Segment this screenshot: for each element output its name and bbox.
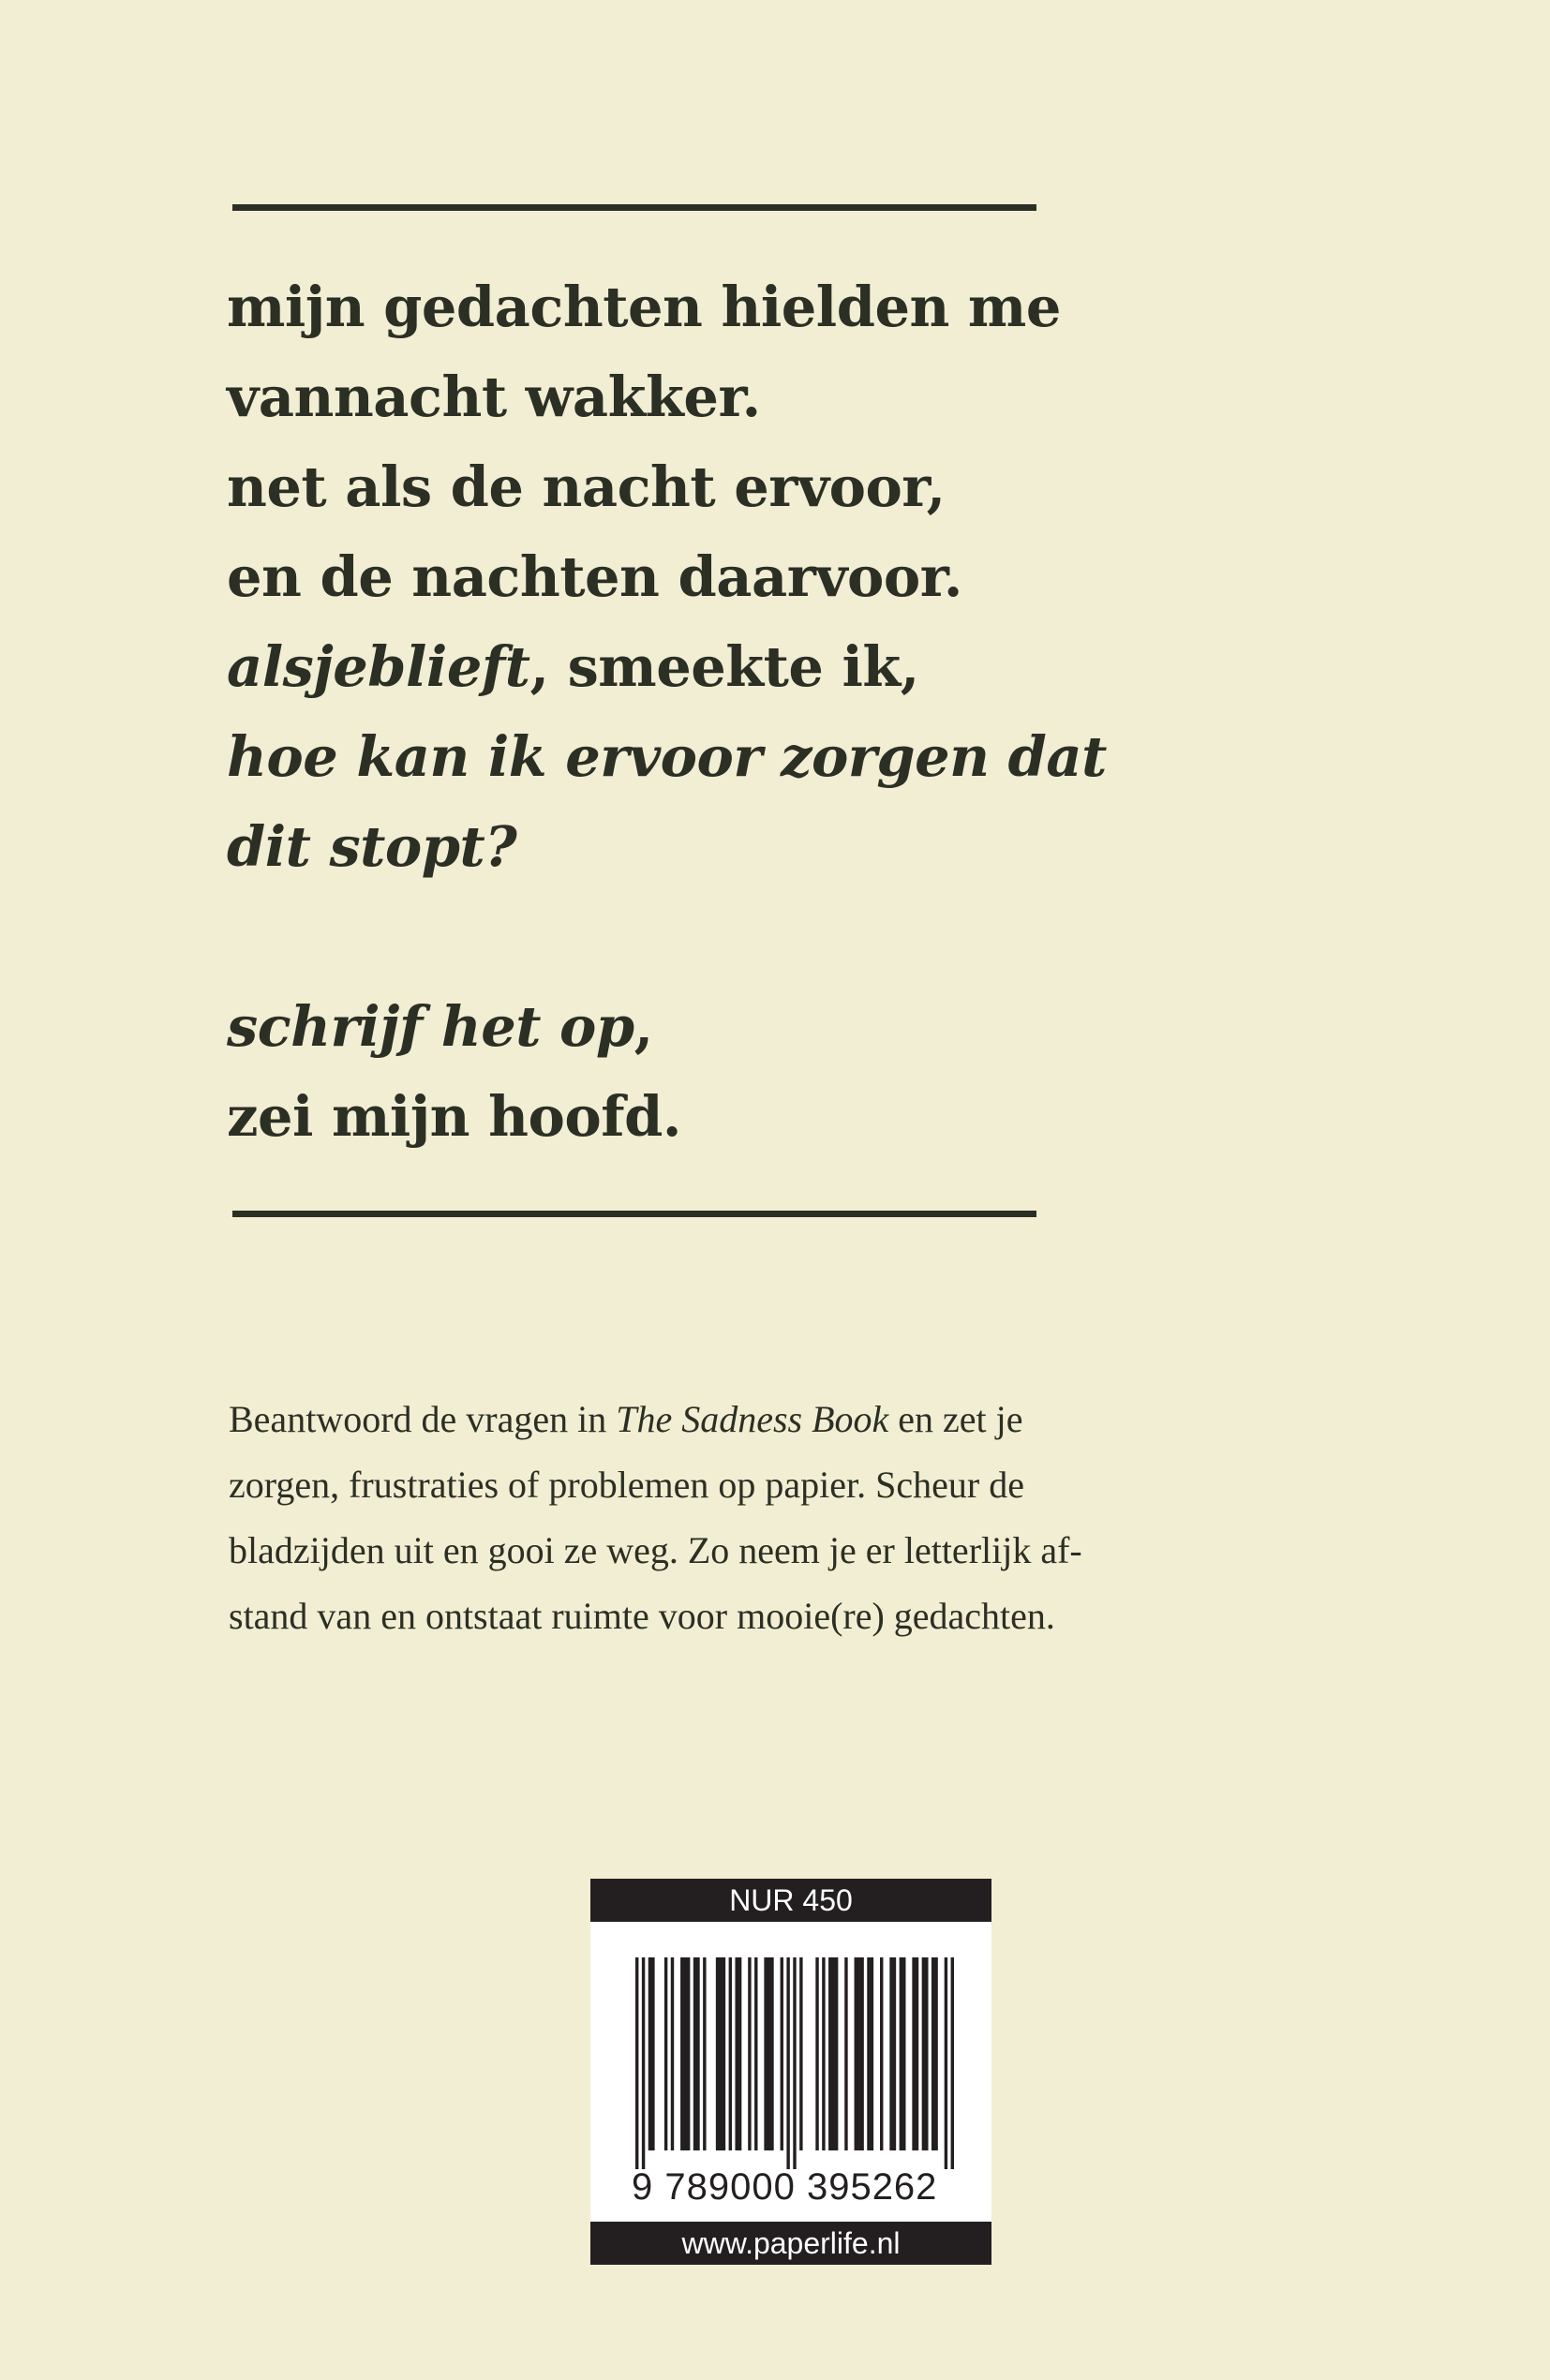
blurb-text: bladzijden uit en gooi ze weg. Zo neem je er letterlijk af- [229, 1529, 1082, 1571]
barcode-bar [855, 1957, 864, 2150]
poem-stanza-break [227, 892, 1351, 982]
poem-text: en de nachten daarvoor. [227, 544, 962, 609]
barcode-bar [671, 1957, 674, 2150]
barcode-bar [693, 1957, 700, 2150]
barcode-bar [880, 1957, 883, 2150]
barcode-bar [642, 1957, 645, 2169]
poem-text: , [633, 994, 653, 1059]
blurb-line [229, 1584, 1353, 1649]
barcode-bar [799, 1957, 802, 2150]
poem-text: hoe kan ik ervoor zorgen dat [227, 724, 1107, 789]
barcode-bar [716, 1957, 725, 2150]
bottom-rule [232, 1211, 1036, 1217]
poem-line [227, 442, 1351, 532]
barcode-bar [735, 1957, 741, 2150]
poem-text: schrijf het op [227, 994, 634, 1059]
poem-line [227, 622, 1351, 712]
poem-line [227, 712, 1351, 802]
blurb-text: stand van en ontstaat ruimte voor mooie(re) gedachten. [229, 1595, 1055, 1637]
blurb-line [229, 1452, 1353, 1518]
website-url: www.paperlife.nl [590, 2222, 991, 2265]
barcode-bar [815, 1957, 818, 2150]
poem-text: dit stopt? [227, 814, 517, 879]
barcode-bar [945, 1957, 947, 2169]
barcode-bar [931, 1957, 938, 2150]
poem-line [227, 982, 1351, 1072]
barcode-bar [635, 1957, 638, 2169]
barcode-bars [635, 1957, 954, 2169]
poem-text: zei mijn hoofd. [227, 1084, 681, 1149]
barcode-bar [748, 1957, 751, 2150]
isbn-digits: 9 789000 395262 [632, 2166, 938, 2208]
poem [227, 262, 1351, 1162]
poem-line [227, 1072, 1351, 1162]
poem-line [227, 802, 1351, 892]
poem-line [227, 532, 1351, 622]
barcode-bar [729, 1957, 732, 2150]
blurb-text: Beantwoord de vragen in [229, 1398, 617, 1440]
barcode-bar [828, 1957, 838, 2150]
barcode-bar [951, 1957, 954, 2169]
barcode-bar [754, 1957, 757, 2150]
barcode-bar [822, 1957, 825, 2150]
barcode-bar [764, 1957, 773, 2150]
blurb-line [229, 1387, 1353, 1452]
barcode-label [590, 1879, 991, 2265]
blurb-text [229, 1387, 1353, 1649]
blurb-text: en zet je [888, 1398, 1023, 1440]
barcode-bar [703, 1957, 706, 2150]
blurb-line [229, 1518, 1353, 1584]
barcode-bar [867, 1957, 873, 2150]
barcode-bar [900, 1957, 906, 2150]
poem-line [227, 262, 1351, 352]
poem-text: alsjeblieft [227, 634, 530, 699]
poem-text: net als de nacht ervoor, [227, 454, 946, 519]
top-rule [232, 204, 1036, 211]
barcode-bar [922, 1957, 929, 2150]
poem-text: mijn gedachten hielden me [227, 275, 1061, 339]
poem-text: , smeekte ik, [529, 634, 919, 699]
poem-line [227, 352, 1351, 442]
nur-code: NUR 450 [590, 1879, 991, 1922]
barcode-bar [844, 1957, 847, 2150]
blurb-text: zorgen, frustraties of problemen op papier. Scheur de [229, 1464, 1024, 1506]
barcode-bar [664, 1957, 667, 2150]
barcode-bar [648, 1957, 655, 2150]
barcode-bar [912, 1957, 918, 2150]
barcode-bar [680, 1957, 690, 2150]
barcode-bar [781, 1957, 783, 2150]
barcode-bar [889, 1957, 896, 2150]
blurb-text: The Sadness Book [616, 1398, 889, 1440]
poem-text: vannacht wakker. [227, 364, 761, 429]
barcode-bar [793, 1957, 796, 2169]
barcode-bar [786, 1957, 789, 2169]
